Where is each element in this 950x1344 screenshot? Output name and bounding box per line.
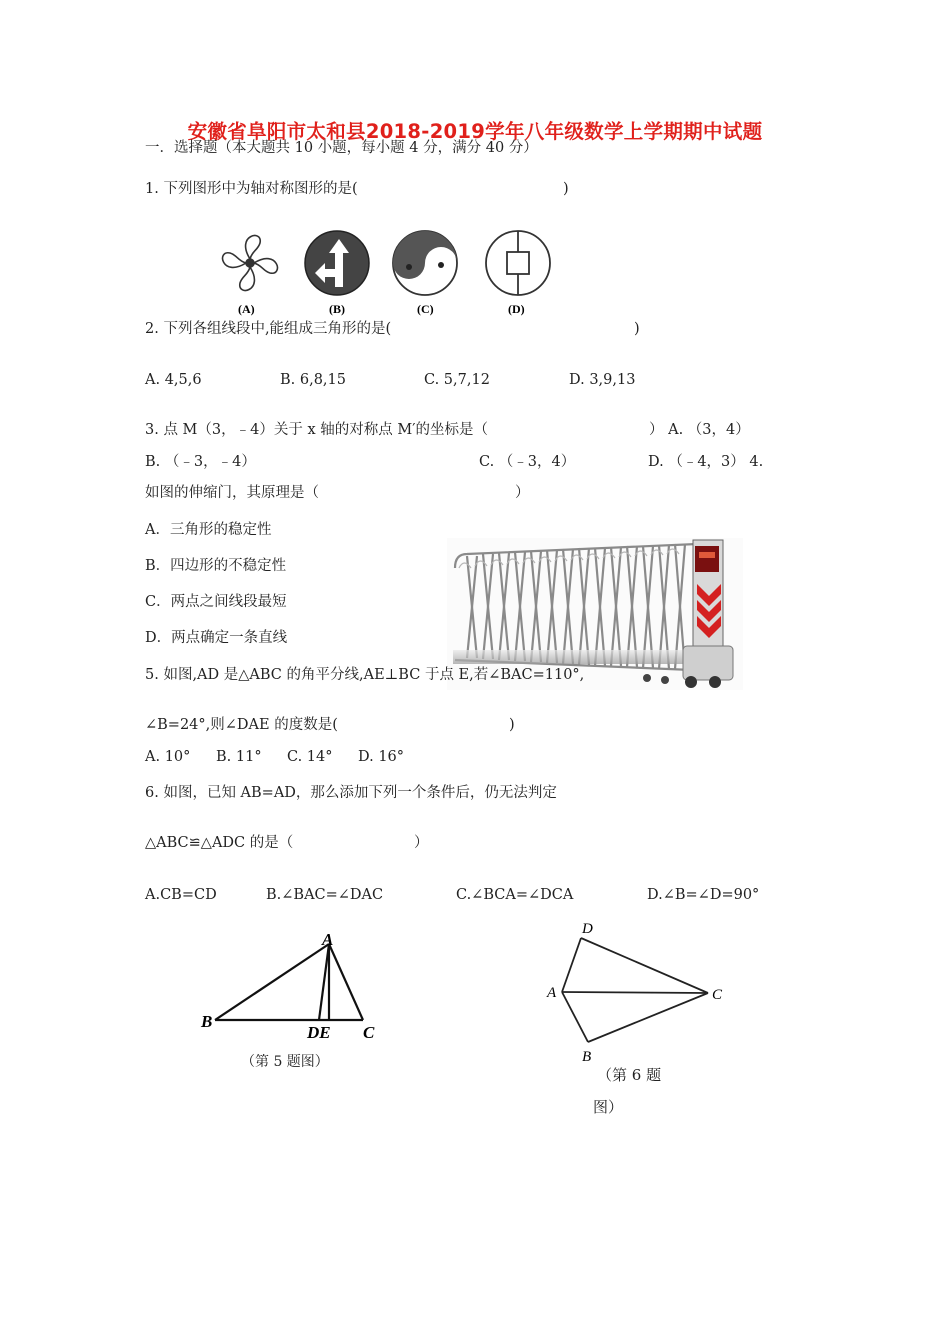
q4-option-a: A．三角形的稳定性	[145, 522, 272, 538]
q4-option-b: B．四边形的不稳定性	[145, 558, 287, 574]
q3-option-c: C. （﹣3，4）	[479, 454, 576, 470]
q6-caption-line1: （第 6 题	[597, 1066, 662, 1084]
figure-d-label: (D)	[508, 302, 525, 316]
q1-figures	[205, 225, 565, 320]
figure-a-pinwheel-icon	[223, 236, 278, 291]
q6-label-d: D	[582, 921, 593, 937]
q6-line1: 6. 如图，已知 AB=AD，那么添加下列一个条件后，仍无法判定	[145, 785, 557, 801]
q6-option-d: D.∠B=∠D=90°	[647, 887, 760, 903]
q5-label-a: A	[322, 930, 334, 949]
q3-option-b: B. （﹣3，﹣4）	[145, 454, 256, 470]
q5-option-a: A. 10°	[145, 749, 191, 765]
q5-option-b: B. 11°	[216, 749, 262, 765]
q5-label-de: DE	[307, 1023, 331, 1042]
q3-stem: 3. 点 M（3，﹣4）关于 x 轴的对称点 M′的坐标是（	[145, 422, 488, 438]
q6-label-a: A	[547, 985, 557, 1001]
q2-option-c: C. 5,7,12	[424, 372, 490, 388]
q1-close: )	[563, 181, 569, 197]
q3-option-d: D. （﹣4，3） 4.	[648, 454, 764, 470]
q6-close: ）	[414, 835, 429, 851]
figure-d-square-circle-icon	[486, 231, 550, 295]
q6-line2: △ABC≌△ADC 的是（	[145, 835, 294, 851]
figure-a-label: (A)	[238, 302, 255, 316]
page-title: 安徽省阜阳市太和县2018-2019学年八年级数学上学期期中试题	[187, 120, 763, 143]
q5-label-c: C	[363, 1023, 375, 1042]
q4-stem: 如图的伸缩门，其原理是（	[145, 485, 319, 501]
q4-option-c: C．两点之间线段最短	[145, 594, 287, 610]
q4-option-d: D．两点确定一条直线	[145, 630, 288, 646]
figure-c-yinyang-icon	[393, 231, 457, 295]
q2-close: )	[634, 321, 640, 337]
q2-option-a: A. 4,5,6	[145, 372, 202, 388]
q2-option-b: B. 6,8,15	[280, 372, 346, 388]
figure-c-label: (C)	[417, 302, 434, 316]
q6-kite-figure	[540, 915, 740, 1070]
section-heading: 一．选择题（本大题共 10 小题，每小题 4 分，满分 40 分）	[145, 140, 538, 156]
q5-option-c: C. 14°	[287, 749, 333, 765]
q6-caption-line2: 图）	[593, 1098, 624, 1116]
q2-stem: 2. 下列各组线段中,能组成三角形的是(	[145, 321, 392, 337]
q5-triangle-figure	[195, 928, 395, 1048]
figure-b-label: (B)	[329, 302, 345, 316]
q6-option-b: B.∠BAC=∠DAC	[266, 887, 384, 903]
q6-label-b: B	[582, 1049, 592, 1065]
q5-label-b: B	[201, 1012, 213, 1031]
q4-close: ）	[515, 485, 530, 501]
q5-line1: 5. 如图,AD 是△ABC 的角平分线,AE⊥BC 于点 E,若∠BAC=110°,	[145, 667, 585, 683]
q5-close: )	[509, 717, 515, 733]
q5-figure-caption: （第 5 题图）	[241, 1054, 329, 1070]
q2-option-d: D. 3,9,13	[569, 372, 636, 388]
q5-option-d: D. 16°	[358, 749, 405, 765]
q1-stem: 1. 下列图形中为轴对称图形的是(	[145, 181, 358, 197]
q6-option-c: C.∠BCA=∠DCA	[456, 887, 574, 903]
q5-line2: ∠B=24°,则∠DAE 的度数是(	[145, 717, 338, 733]
figure-b-road-sign-icon	[305, 231, 369, 295]
q6-label-c: C	[712, 987, 723, 1003]
q3-option-a: ） A. （3，4）	[649, 422, 750, 438]
q6-option-a: A.CB=CD	[145, 887, 217, 903]
